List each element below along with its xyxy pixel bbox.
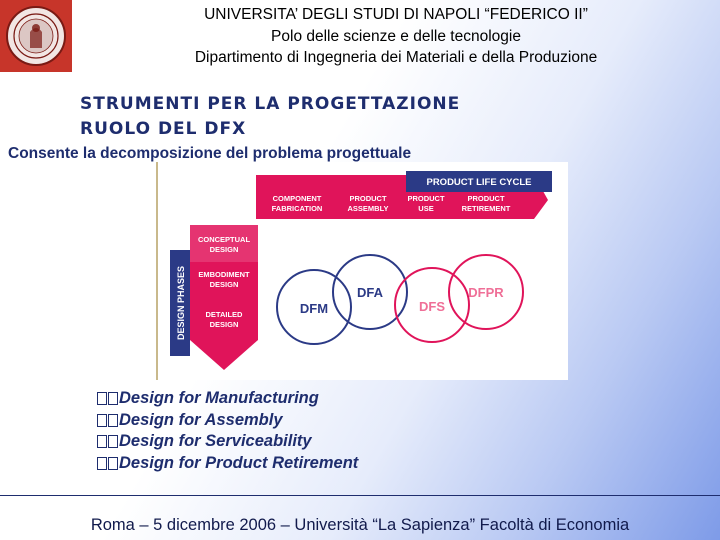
circle-dfa-label: DFA — [357, 285, 383, 300]
list-item — [97, 431, 358, 453]
dfx-diagram — [156, 162, 568, 380]
stage-4-line2: RETIREMENT — [461, 204, 511, 213]
university-seal-logo — [0, 0, 72, 72]
stage-2-line1: PRODUCT — [349, 194, 387, 203]
circle-dfpr-label: DFPR — [468, 285, 504, 300]
list-item — [97, 453, 358, 475]
stage-1-line2: FABRICATION — [271, 204, 323, 213]
header-department: Dipartimento di Ingegneria dei Materiali e della Produzione — [194, 49, 598, 66]
circle-dfm-label: DFM — [299, 301, 329, 316]
phase-1-line1: CONCEPTUAL — [197, 235, 251, 244]
stage-1-line1: COMPONENT — [272, 194, 322, 203]
seal-icon — [4, 4, 68, 68]
bullet-text: Design for Manufacturing — [119, 389, 319, 407]
phase-3-line2: DESIGN — [209, 320, 239, 329]
list-item — [97, 388, 358, 410]
phases-label: DESIGN PHASES — [176, 265, 186, 341]
footer-divider — [0, 495, 720, 496]
circle-dfs-label: DFS — [419, 299, 445, 314]
slide-title-line1: STRUMENTI PER LA PROGETTAZIONE — [80, 94, 461, 114]
bullet-text: Design for Product Retirement — [119, 453, 359, 472]
bullet-box-icon — [97, 392, 107, 405]
bullet-box-icon — [97, 435, 107, 448]
bullet-text: Design for Serviceability — [119, 432, 312, 451]
lifecycle-label: PRODUCT LIFE CYCLE — [426, 177, 532, 188]
phase-3-line1: DETAILED — [205, 310, 243, 319]
header-university-name: UNIVERSITA’ DEGLI STUDI DI NAPOLI “FEDERICO II” — [204, 6, 588, 23]
bullet-box-icon — [108, 414, 118, 427]
dfx-bullet-list — [97, 388, 358, 474]
phase-2-line2: DESIGN — [209, 280, 239, 289]
stage-3-line1: PRODUCT — [407, 194, 445, 203]
bullet-text: Design for Assembly — [119, 410, 283, 429]
bullet-box-icon — [97, 414, 107, 427]
stage-2-line2: ASSEMBLY — [347, 204, 389, 213]
bullet-box-icon — [108, 392, 118, 405]
slide-title-line2: RUOLO DEL DFX — [80, 119, 247, 139]
header-faculty: Polo delle scienze e delle tecnologie — [271, 28, 521, 45]
left-rule — [156, 162, 158, 380]
phase-2-line1: EMBODIMENT — [198, 270, 250, 279]
stage-3-line2: USE — [418, 204, 434, 213]
bullet-box-icon — [97, 457, 107, 470]
stage-4-line1: PRODUCT — [467, 194, 505, 203]
list-item — [97, 410, 358, 432]
bullet-box-icon — [108, 435, 118, 448]
bullet-box-icon — [108, 457, 118, 470]
dfx-diagram-svg — [156, 162, 568, 380]
footer-text: Roma – 5 dicembre 2006 – Università “La Sapienza” Facoltà di Economia — [90, 516, 630, 534]
phase-1-line2: DESIGN — [209, 245, 239, 254]
slide-subtitle: Consente la decomposizione del problema progettuale — [8, 145, 412, 162]
